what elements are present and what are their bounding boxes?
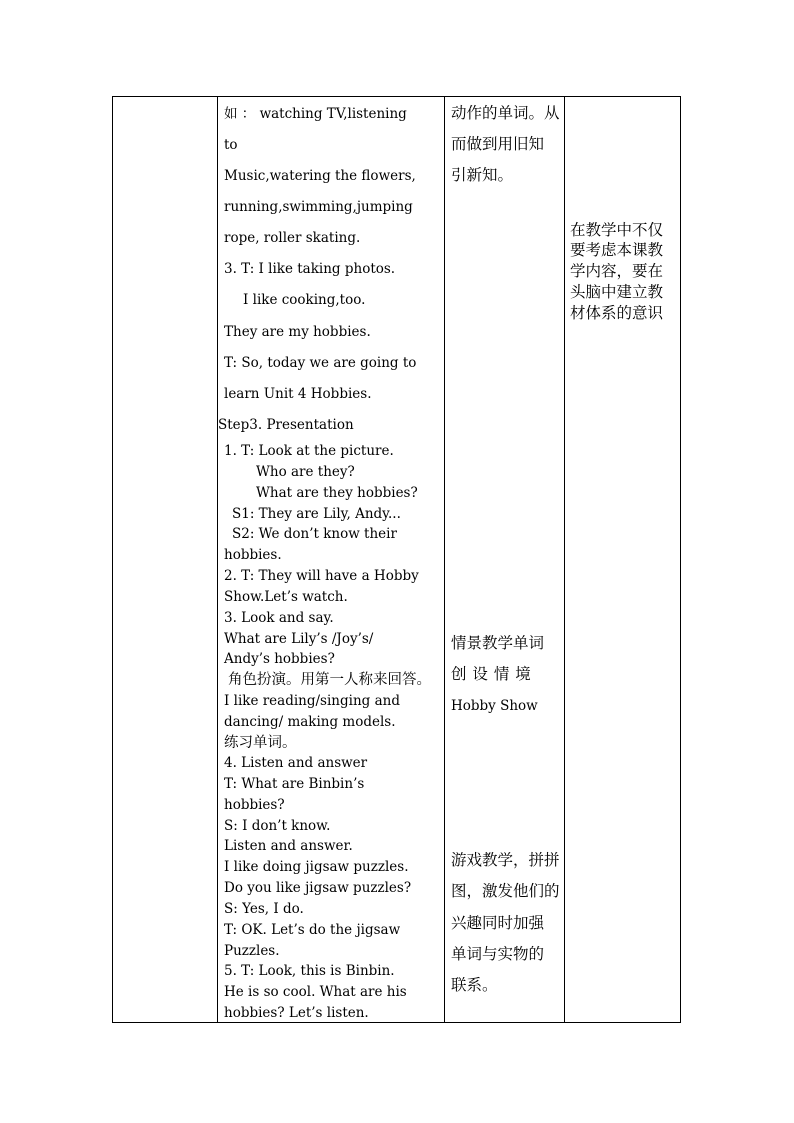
text-line: 情景教学单词: [451, 634, 545, 652]
text-line: 3. Look and say.: [224, 610, 334, 626]
text-line: S: Yes, I do.: [224, 901, 304, 917]
text-line: hobbies?: [224, 797, 285, 813]
text-line: 1. T: Look at the picture.: [224, 443, 394, 459]
text-line: 联系。: [451, 976, 498, 994]
text-line: 如 ： watching TV,listening: [224, 106, 407, 122]
text-line: He is so cool. What are his: [224, 984, 407, 1000]
lesson-plan-table: [112, 96, 681, 1023]
text-line: Music,watering the flowers,: [224, 168, 416, 184]
text-line: 学内容，要在: [570, 262, 664, 280]
text-line: dancing/ making models.: [224, 714, 396, 730]
text-line: What are they hobbies?: [256, 485, 418, 501]
text-line: 角色扮演。用第一人称来回答。: [228, 672, 431, 688]
text-line: 材体系的意识: [570, 304, 664, 322]
text-line: 引新知。: [451, 166, 514, 184]
text-line: 单词与实物的: [451, 945, 545, 963]
text-line: Listen and answer.: [224, 838, 353, 854]
text-line: I like cooking,too.: [243, 292, 366, 308]
text-line: 动作的单词。从: [451, 104, 560, 122]
text-line: hobbies? Let’s listen.: [224, 1005, 369, 1021]
text-line: 5. T: Look, this is Binbin.: [224, 963, 395, 979]
text-line: hobbies.: [224, 547, 282, 563]
text-line: They are my hobbies.: [224, 324, 371, 340]
text-line: Puzzles.: [224, 943, 280, 959]
notes-column: [564, 97, 681, 1022]
text-line: Show.Let’s watch.: [224, 589, 348, 605]
text-line: to: [224, 137, 238, 153]
intent-column: [444, 97, 565, 1022]
text-line: 练习单词。: [224, 735, 297, 751]
text-line: 要考虑本课教: [570, 241, 664, 259]
text-line: T: So, today we are going to: [224, 355, 417, 371]
text-line: running,swimming,jumping: [224, 199, 413, 215]
step-heading: Step3. Presentation: [218, 417, 354, 433]
text-line: Andy’s hobbies?: [224, 651, 335, 667]
text-line: 图，激发他们的: [451, 882, 560, 900]
text-line: Hobby Show: [451, 698, 538, 714]
procedure-column: [217, 97, 445, 1022]
text-line: 3. T: I like taking photos.: [224, 261, 396, 277]
text-line: 而做到用旧知: [451, 135, 545, 153]
text-line: What are Lily’s /Joy’s/: [224, 631, 374, 647]
text-line: S: I don’t know.: [224, 818, 331, 834]
text-line: 4. Listen and answer: [224, 755, 368, 771]
text-line: 头脑中建立教: [570, 283, 664, 301]
text-line: S1: They are Lily, Andy...: [232, 506, 401, 522]
text-line: T: OK. Let’s do the jigsaw: [224, 922, 401, 938]
text-line: learn Unit 4 Hobbies.: [224, 386, 372, 402]
text-line: rope, roller skating.: [224, 230, 361, 246]
text-line: I like doing jigsaw puzzles.: [224, 859, 409, 875]
text-line: S2: We don’t know their: [232, 526, 397, 542]
text-line: Who are they?: [256, 464, 355, 480]
text-line: 2. T: They will have a Hobby: [224, 568, 419, 584]
text-line: T: What are Binbin’s: [224, 776, 365, 792]
text-line: Do you like jigsaw puzzles?: [224, 880, 412, 896]
text-line: 游戏教学，拼拼: [451, 851, 560, 869]
text-line: 在教学中不仅: [570, 221, 664, 239]
text-line: 兴趣同时加强: [451, 914, 545, 932]
text-line: I like reading/singing and: [224, 693, 400, 709]
text-line: 创 设 情 境: [451, 665, 532, 683]
